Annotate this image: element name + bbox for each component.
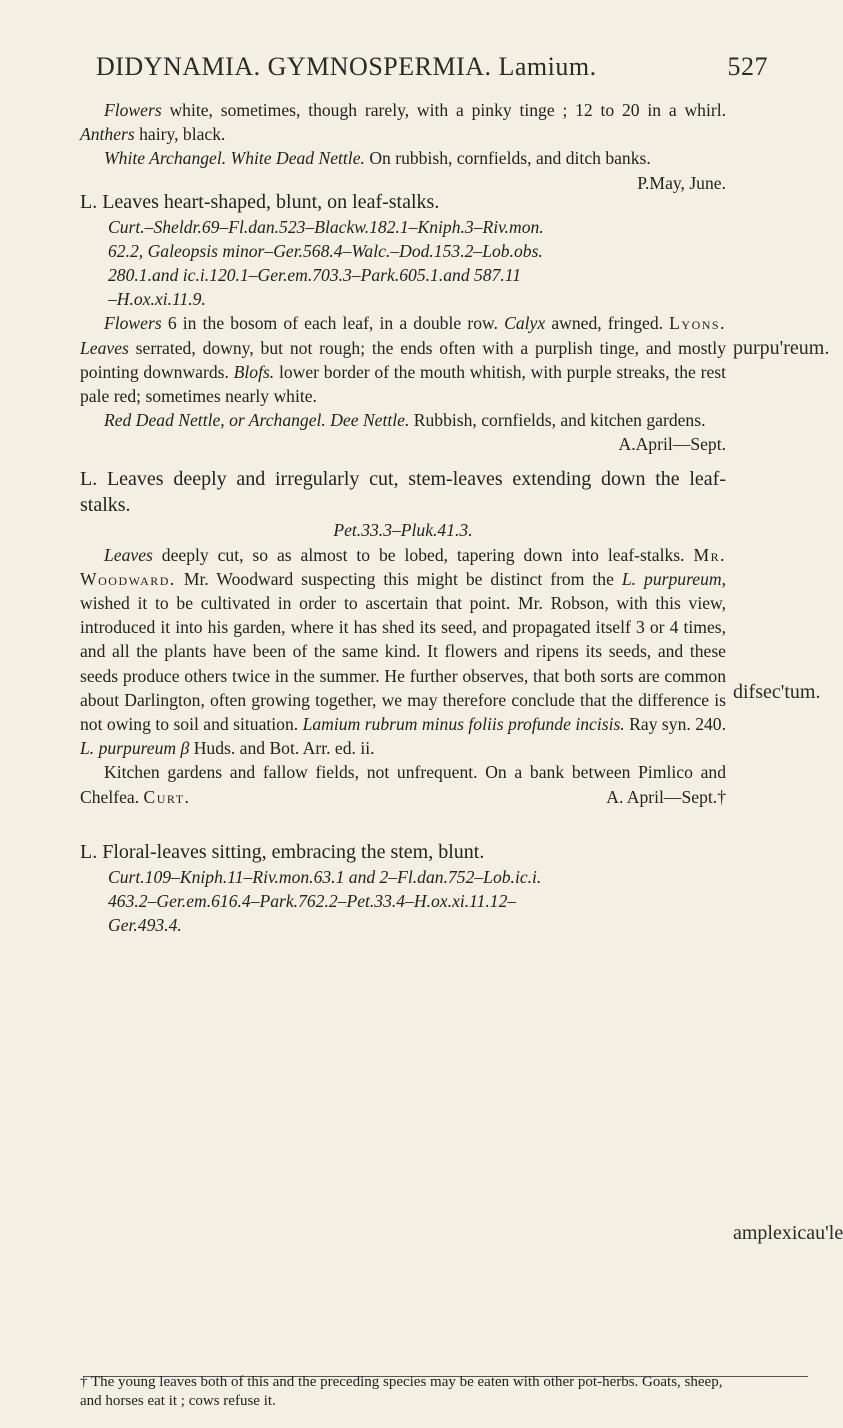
margin-species-dissectum: difsec'tum. bbox=[733, 681, 821, 703]
species1-blofs-text: lower border of the mouth whitish, with purple streaks, the rest pale red; sometimes nearly white. bbox=[80, 361, 726, 407]
species2-text-5: Huds. and Bot. Arr. ed. ii. bbox=[189, 738, 375, 759]
species3-heading: L. Floral-leaves sitting, embracing the stem, blunt. bbox=[80, 840, 485, 863]
intro-common-names: White Archangel. White Dead Nettle. bbox=[104, 148, 365, 169]
species1-blofs-label: Blofs. bbox=[233, 361, 275, 382]
species1-flowers-text: 6 in the bosom of each leaf, in a double row. bbox=[161, 313, 505, 334]
species1-refs-1: Curt.–Sheldr.69–Fl.dan.523–Blackw.182.1–Kniph.3–Riv.mon. bbox=[108, 216, 544, 237]
species1-flowers-label: Flowers bbox=[104, 313, 162, 334]
species1-calyx-text: awned, fringed. bbox=[545, 313, 670, 334]
flowers-label: Flowers bbox=[104, 100, 162, 120]
species2-lpurpureum-2: L. purpureum β bbox=[80, 738, 190, 759]
species1-refs-3: 280.1.and ic.i.120.1–Ger.em.703.3–Park.605.1.and 587.11 bbox=[108, 265, 522, 286]
species1-leaves-label: Leaves bbox=[80, 337, 129, 358]
species1-heading: L. Leaves heart-shaped, blunt, on leaf-stalks. bbox=[80, 190, 440, 213]
intro-habitat bbox=[80, 146, 726, 193]
intro-habitat-text: On rubbish, cornfields, and ditch banks. bbox=[364, 148, 651, 169]
species2-leaves-label: Leaves bbox=[104, 544, 153, 565]
species3-refs-3: Ger.493.4. bbox=[108, 915, 182, 936]
intro-season: P.May, June. bbox=[637, 172, 726, 193]
anthers-text: hairy, black. bbox=[134, 124, 226, 145]
species1-habitat bbox=[80, 408, 726, 455]
margin-species-amplexicaule: amplexicau'le bbox=[733, 1222, 843, 1244]
species2-text-2: Mr. Woodward suspecting this might be distinct from the bbox=[175, 568, 622, 589]
species3-refs-2: 463.2–Ger.em.616.4–Park.762.2–Pet.33.4–H.ox.xi.11.12– bbox=[108, 891, 517, 912]
flowers-text: white, sometimes, though rarely, with a pinky tinge ; 12 to 20 in a whirl. bbox=[161, 100, 726, 120]
species2-habitat bbox=[80, 760, 726, 808]
species2-text-3: , wished it to be cultivated in order to ascertain that point. Mr. Robson, with this view, introduced it into his garden, where it has shed its seed, and propagated itself 3 or 4 times, and all the plants have been of the same kind. It flowers and ripens its seeds, and these seeds produce others twice in the summer. He further observes, that both sorts are common about Darlington, often growing together, we may therefore conclude that the difference is not owing to soil and situation. bbox=[80, 568, 726, 735]
anthers-label: Anthers bbox=[80, 124, 135, 145]
running-header bbox=[96, 52, 768, 88]
species2-text-1: deeply cut, so as almost to be lobed, tapering down into leaf-stalks. bbox=[152, 544, 694, 565]
species2-description bbox=[80, 543, 726, 761]
species2-lpurpureum-1: L. purpureum bbox=[621, 568, 722, 589]
species2-latin-name: Lamium rubrum minus foliis profunde incisis. bbox=[302, 714, 625, 735]
species3-refs-1: Curt.109–Kniph.11–Riv.mon.63.1 and 2–Fl.dan.752–Lob.ic.i. bbox=[108, 866, 542, 887]
species2-refs: Pet.33.3–Pluk.41.3. bbox=[333, 520, 473, 541]
species2-author-curt: Curt. bbox=[143, 786, 191, 807]
species1-description bbox=[80, 311, 726, 408]
species2-season: A. April—Sept.† bbox=[606, 786, 726, 807]
page-body bbox=[80, 98, 726, 937]
margin-species-purpureum: purpu'reum. bbox=[733, 337, 830, 359]
species1-author-lyons: Lyons. bbox=[669, 313, 726, 334]
species1-common-names: Red Dead Nettle, or Archangel. Dee Nettle. bbox=[104, 410, 410, 431]
species1-refs-2: 62.2, Galeopsis minor–Ger.568.4–Walc.–Dod.153.2–Lob.obs. bbox=[108, 240, 543, 261]
species1-leaves-text: serrated, downy, but not rough; the ends often with a purplish tinge, and mostly pointing downwards. bbox=[80, 337, 726, 382]
species1-habitat-text: Rubbish, cornfields, and kitchen gardens. bbox=[409, 410, 706, 431]
species2-habitat-text: Kitchen gardens and fallow fields, not unfrequent. On a bank between Pimlico and Chelfea. bbox=[80, 762, 726, 807]
species2-text-4: Ray syn. 240. bbox=[624, 714, 726, 735]
intro-paragraph bbox=[80, 98, 726, 146]
species2-heading: L. Leaves deeply and irregularly cut, stem-leaves extending down the leaf-stalks. bbox=[80, 468, 726, 517]
species1-season: A.April—Sept. bbox=[618, 434, 726, 455]
species1-refs-4: –H.ox.xi.11.9. bbox=[108, 289, 206, 310]
page-number: 527 bbox=[727, 52, 768, 81]
footnote: † The young leaves both of this and the preceding species may be eaten with other pot-herbs. Goats, sheep, and horses eat it ; cows refuse it. bbox=[80, 1374, 723, 1409]
species1-calyx-label: Calyx bbox=[504, 313, 546, 334]
header-title: DIDYNAMIA. GYMNOSPERMIA. Lamium. bbox=[96, 52, 597, 81]
species2-author-woodward: Mr. Woodward. bbox=[80, 544, 726, 589]
